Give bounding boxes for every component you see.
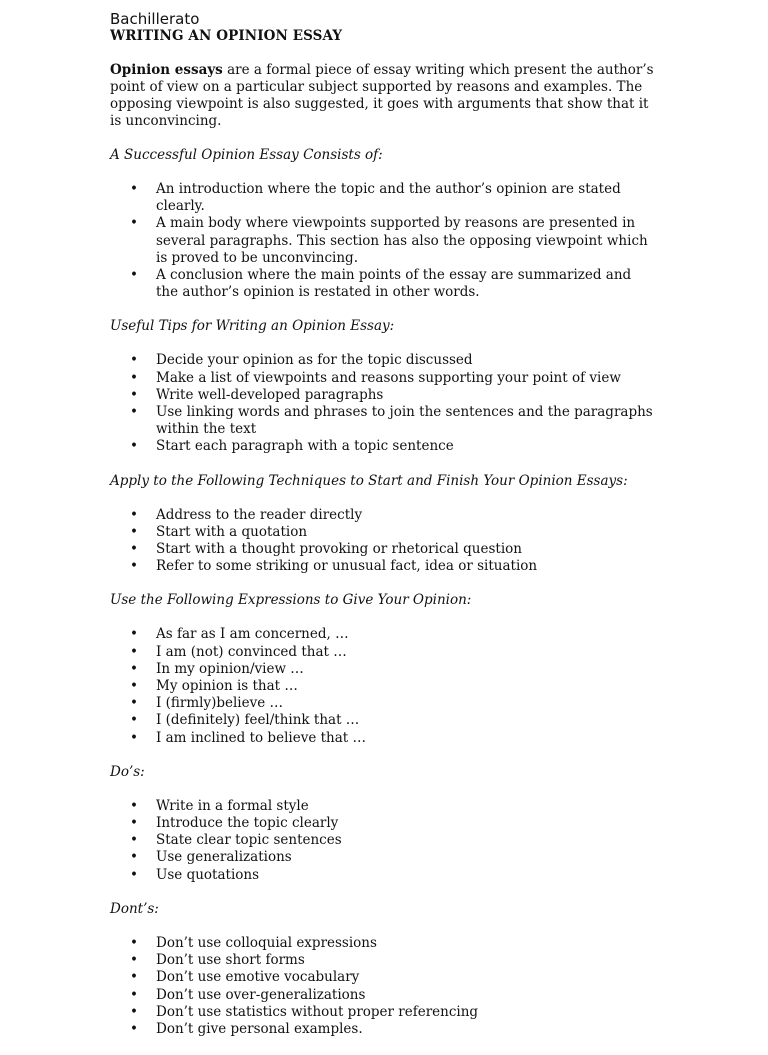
list-item: • I am inclined to believe that … xyxy=(110,730,655,747)
list-item: • As far as I am concerned, … xyxy=(110,626,655,643)
list-item: • Don’t give personal examples. xyxy=(110,1021,655,1038)
intro-term: Opinion essays xyxy=(110,62,223,78)
intro-text: are a formal piece of essay writing which present the author’s point of view on a particular subject supported by reasons and examples. The opposing viewpoint is also suggested, it goes with arguments that show that it is unconvincing. xyxy=(110,62,654,129)
school-label: Bachillerato xyxy=(110,10,200,28)
list-item: • Refer to some striking or unusual fact, idea or situation xyxy=(110,558,655,575)
list-item: • I (firmly)believe … xyxy=(110,695,655,712)
list-item: • State clear topic sentences xyxy=(110,832,655,849)
list-item: • Don’t use colloquial expressions xyxy=(110,935,655,952)
bullet-list xyxy=(110,352,655,455)
bullet-list xyxy=(110,935,655,1038)
list-item: • I (definitely) feel/think that … xyxy=(110,712,655,729)
section-dos xyxy=(110,764,655,884)
list-item: • I am (not) convinced that … xyxy=(110,644,655,661)
list-item: • Make a list of viewpoints and reasons supporting your point of view xyxy=(110,370,655,387)
list-item: • Start with a thought provoking or rhetorical question xyxy=(110,541,655,558)
list-item: • A main body where viewpoints supported by reasons are presented in several paragraphs. This section has also the opposing viewpoint which is proved to be unconvincing. xyxy=(110,215,655,267)
list-item: • Start with a quotation xyxy=(110,524,655,541)
list-item: • In my opinion/view … xyxy=(110,661,655,678)
section-techniques xyxy=(110,473,655,576)
section-heading: Use the Following Expressions to Give Your Opinion: xyxy=(110,592,472,609)
list-item: • Write well-developed paragraphs xyxy=(110,387,655,404)
section-heading: A Successful Opinion Essay Consists of: xyxy=(110,147,383,163)
list-item: • A conclusion where the main points of the essay are summarized and the author’s opinion is restated in other words. xyxy=(110,267,655,301)
document-page xyxy=(110,10,655,1055)
section-expressions xyxy=(110,592,655,746)
list-item: • Use quotations xyxy=(110,867,655,884)
bullet-list xyxy=(110,798,655,884)
section-heading: Apply to the Following Techniques to Start and Finish Your Opinion Essays: xyxy=(110,472,628,489)
list-item: • Introduce the topic clearly xyxy=(110,815,655,832)
list-item: • Don’t use emotive vocabulary xyxy=(110,969,655,986)
list-item: • Don’t use over-generalizations xyxy=(110,987,655,1004)
section-heading: Useful Tips for Writing an Opinion Essay: xyxy=(110,318,395,335)
list-item: • Write in a formal style xyxy=(110,798,655,815)
list-item: • Decide your opinion as for the topic discussed xyxy=(110,352,655,369)
section-heading: Do’s: xyxy=(110,763,145,780)
section-donts xyxy=(110,901,655,1038)
section-heading: Dont’s: xyxy=(110,900,159,917)
bullet-list xyxy=(110,181,655,301)
list-item: • Use linking words and phrases to join the sentences and the paragraphs within the text xyxy=(110,404,655,438)
section-structure xyxy=(110,147,655,301)
list-item: • My opinion is that … xyxy=(110,678,655,695)
intro-paragraph xyxy=(110,62,655,130)
section-tips xyxy=(110,318,655,455)
list-item: • Use generalizations xyxy=(110,849,655,866)
list-item: • An introduction where the topic and the author’s opinion are stated clearly. xyxy=(110,181,655,215)
list-item: • Don’t use short forms xyxy=(110,952,655,969)
list-item: • Don’t use statistics without proper referencing xyxy=(110,1004,655,1021)
bullet-list xyxy=(110,626,655,746)
document-title: WRITING AN OPINION ESSAY xyxy=(110,28,343,44)
bullet-list xyxy=(110,507,655,576)
list-item: • Address to the reader directly xyxy=(110,507,655,524)
list-item: • Start each paragraph with a topic sentence xyxy=(110,438,655,455)
